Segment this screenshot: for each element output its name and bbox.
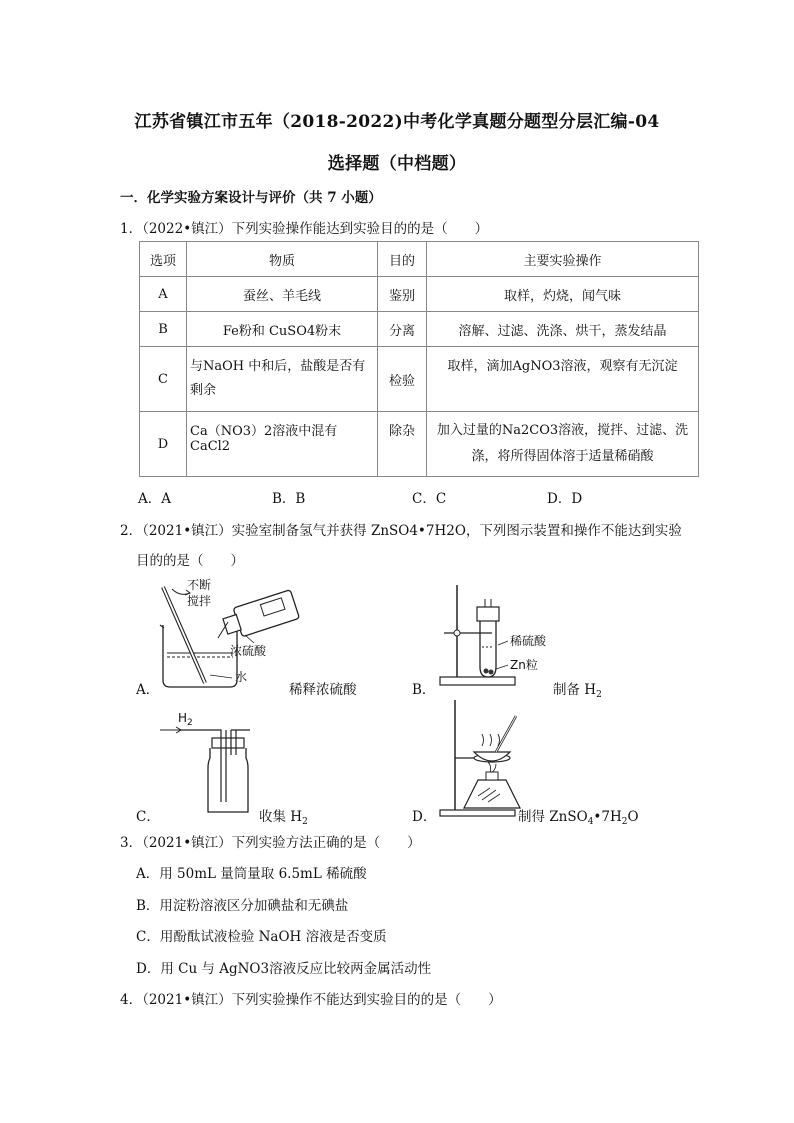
table-row [140,312,699,347]
q1-choice-b[interactable]: B．B [272,491,306,507]
test-tube-icon [480,620,496,677]
iron-stand-base [440,677,515,685]
reagent-bottle-icon [221,590,300,641]
table-cell: 取样，灼烧，闻气味 [427,277,699,312]
q2-option-d-caption: 制得 $ZnSO_4•7H_2O$ [518,809,639,827]
question-4-stem: 4．（2021•镇江）下列实验操作不能达到实验目的的是（ ） [120,992,502,1008]
q2-option-a-letter[interactable]: A． [136,682,160,698]
q3-choice-b[interactable]: B．用淀粉溶液区分加碘盐和无碘盐 [136,898,349,914]
q1-choice-c[interactable]: C．C [412,491,447,507]
label-water: 水 [235,670,248,684]
table-cell: C [140,347,187,412]
document-title-line2: 选择题（中档题） [327,154,467,174]
question-2-stem-line2: 目的的是（ ） [136,553,244,569]
label-gas: $H_2$ [178,711,193,728]
q2-option-c-caption: 收集 $H_2$ [259,809,308,827]
hydrogen-generator-diagram [430,585,570,695]
alcohol-lamp-icon [464,780,520,808]
q3-choice-d[interactable]: D．用 Cu 与 AgNO3溶液反应比较两金属活动性 [136,961,432,977]
question-3-stem: 3．（2021•镇江）下列实验方法正确的是（ ） [120,835,421,851]
label-stir-2: 搅拌 [187,594,212,608]
q3-choice-c[interactable]: C．用酚酞试液检验 NaOH 溶液是否变质 [136,929,387,945]
table-cell: 检验 [378,347,427,412]
q1-choice-d[interactable]: D．D [547,491,583,507]
table-cell: 蚕丝、羊毛线 [187,277,378,312]
gas-bottle-icon [208,748,248,812]
stopper-icon [477,607,499,621]
table-cell: 分离 [378,312,427,347]
document-title-line1: 江苏省镇江市五年（2018-2022)中考化学真题分题型分层汇编-04 [134,112,660,132]
q2-option-b-letter[interactable]: B． [412,682,436,698]
table-cell: 取样，滴加AgNO3溶液，观察有无沉淀 [427,347,699,412]
table-cell: 加入过量的Na2CO3溶液，搅拌、过滤、洗涤，将所得固体溶于适量稀硝酸 [427,412,699,477]
beaker-icon [163,625,237,687]
gas-collection-diagram [160,710,270,820]
table-cell: A [140,277,187,312]
dilution-apparatus-diagram [150,575,300,695]
table-header-cell: 目的 [378,242,427,277]
table-row [140,412,699,477]
q3-choice-a[interactable]: A．用 50mL 量筒量取 6.5mL 稀硫酸 [136,866,367,882]
table-header-cell: 选项 [140,242,187,277]
table-cell: Ca（NO3）2溶液中混有 CaCl2 [187,412,378,477]
table-header-cell: 主要实验操作 [427,242,699,277]
evaporation-diagram [430,700,530,820]
table-cell: 除杂 [378,412,427,477]
table-row [140,277,699,312]
q2-option-a-caption: 稀释浓硫酸 [289,682,357,698]
label-stir-1: 不断 [187,578,212,592]
table-row [140,347,699,412]
label-zinc: Zn粒 [510,658,538,672]
table-cell: 鉴别 [378,277,427,312]
table-cell: 与NaOH 中和后，盐酸是否有剩余 [187,347,378,412]
section-heading: 一．化学实验方案设计与评价（共 7 小题） [120,190,382,206]
table-header-row [140,242,699,277]
question-1-table [139,241,699,477]
q2-option-d-letter[interactable]: D． [412,809,437,825]
question-1-stem: 1．（2022•镇江）下列实验操作能达到实验目的的是（ ） [120,221,489,237]
table-cell: B [140,312,187,347]
q1-choice-a[interactable]: A．A [138,491,171,507]
table-cell: 溶解、过滤、洗涤、烘干，蒸发结晶 [427,312,699,347]
table-header-cell: 物质 [187,242,378,277]
label-dilute-acid: 稀硫酸 [510,634,547,648]
iron-stand-base [440,810,515,816]
question-2-stem-line1: 2．（2021•镇江）实验室制备氢气并获得 ZnSO4•7H2O，下列图示装置和操作不能达到实验 [120,523,682,539]
q2-option-b-caption: 制备 $H_2$ [553,682,602,700]
label-conc-acid: 浓硫酸 [230,644,267,658]
q2-option-c-letter[interactable]: C． [136,809,160,825]
table-cell: D [140,412,187,477]
table-cell: Fe粉和 CuSO4粉末 [187,312,378,347]
